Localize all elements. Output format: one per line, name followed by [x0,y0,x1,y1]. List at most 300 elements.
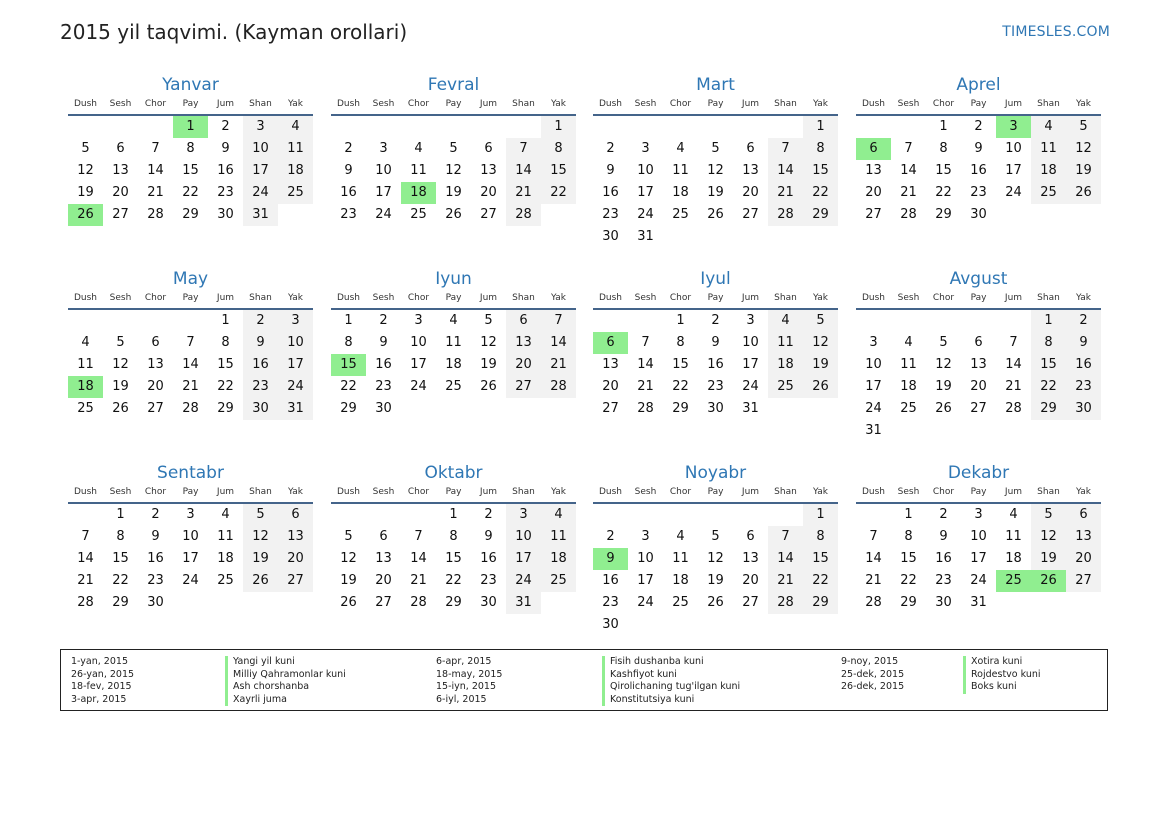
day-cell: 18 [445,357,462,372]
day-cell: 13 [112,163,129,178]
weekday-label: Pay [707,99,724,109]
weekday-label: Dush [73,293,98,303]
day-cell: 29 [445,595,462,610]
weekday-label: Sesh [109,99,132,109]
day-cell: 13 [602,357,619,372]
day-cell: 18 [900,379,917,394]
weekday-label: Sesh [109,487,132,497]
legend-holiday-name: Boks kuni [963,681,1041,694]
day-cell: 17 [970,551,987,566]
day-cell: 20 [742,185,759,200]
holiday-day-cell: 1 [173,116,208,138]
day-cell: 4 [1031,116,1066,138]
day-cell: 18 [278,160,313,182]
day-cell: 9 [484,529,493,544]
month-sentabr [68,460,313,614]
day-cell: 19 [1066,160,1101,182]
weekday-label: Jum [1004,99,1023,109]
day-cell: 7 [904,141,913,156]
day-cell: 2 [939,507,948,522]
day-cell: 16 [602,185,619,200]
empty-cell [698,504,733,526]
day-cell: 20 [480,185,497,200]
weekday-header [856,98,1101,116]
day-cell: 21 [637,379,654,394]
day-cell: 6 [484,141,493,156]
day-cell: 21 [77,573,94,588]
day-cell: 29 [900,595,917,610]
day-cell: 8 [116,529,125,544]
weekday-label: Shan [1037,293,1060,303]
day-cell: 19 [480,357,497,372]
day-cell: 5 [939,335,948,350]
day-cell: 5 [81,141,90,156]
day-cell: 8 [449,529,458,544]
weekday-label: Pay [182,293,199,303]
day-cell: 20 [147,379,164,394]
day-cell: 16 [217,163,234,178]
weekday-label: Sesh [372,293,395,303]
day-cell: 2 [1066,310,1101,332]
day-cell: 11 [900,357,917,372]
day-cell: 26 [707,207,724,222]
weekday-label: Dush [598,293,623,303]
day-cell: 9 [974,141,983,156]
holiday-day-cell: 9 [593,548,628,570]
day-cell: 23 [1066,376,1101,398]
day-cell: 14 [900,163,917,178]
day-cell: 24 [637,595,654,610]
holiday-day-cell: 26 [68,204,103,226]
day-cell: 14 [768,548,803,570]
legend-date: 18-fev, 2015 [71,681,132,692]
day-cell: 27 [506,376,541,398]
day-cell: 28 [541,376,576,398]
day-cell: 20 [865,185,882,200]
empty-cell [856,310,891,332]
weekday-label: Yak [551,293,566,303]
day-cell: 28 [768,592,803,614]
month-avgust [856,266,1101,442]
month-may [68,266,313,420]
holiday-legend [60,649,1108,711]
weekday-label: Chor [932,99,955,109]
month-iyul [593,266,838,420]
day-cell: 19 [445,185,462,200]
day-cell: 3 [869,335,878,350]
weekday-header [593,98,838,116]
day-cell: 13 [970,357,987,372]
day-cell: 9 [939,529,948,544]
day-cell: 4 [414,141,423,156]
day-cell: 8 [939,141,948,156]
day-cell: 6 [151,335,160,350]
day-cell: 10 [410,335,427,350]
day-cell: 29 [340,401,357,416]
month-name: Sentabr [157,463,224,483]
day-cell: 13 [278,526,313,548]
day-cell: 19 [803,354,838,376]
empty-cell [961,310,996,332]
month-fevral [331,72,576,226]
day-cell: 7 [186,335,195,350]
weekday-label: Jum [1004,293,1023,303]
day-cell: 28 [147,207,164,222]
day-cell: 24 [865,401,882,416]
day-cell: 3 [974,507,983,522]
day-cell: 13 [1066,526,1101,548]
day-cell: 3 [379,141,388,156]
day-cell: 11 [410,163,427,178]
day-grid [593,116,838,248]
day-cell: 14 [506,160,541,182]
day-cell: 30 [243,398,278,420]
day-cell: 13 [375,551,392,566]
day-cell: 21 [506,182,541,204]
day-cell: 3 [746,313,755,328]
holiday-day-cell: 15 [331,354,366,376]
day-cell: 30 [1066,398,1101,420]
day-cell: 26 [445,207,462,222]
day-cell: 12 [1066,138,1101,160]
day-cell: 31 [742,401,759,416]
empty-cell [506,116,541,138]
day-cell: 17 [243,160,278,182]
day-cell: 29 [182,207,199,222]
legend-holiday-name: Rojdestvo kuni [963,669,1041,682]
empty-cell [331,116,366,138]
legend-holiday-name: Ash chorshanba [225,681,346,694]
day-cell: 16 [480,551,497,566]
day-cell: 25 [900,401,917,416]
weekday-label: Chor [669,487,692,497]
legend-dates [841,656,904,694]
day-cell: 7 [414,529,423,544]
weekday-label: Sesh [634,487,657,497]
empty-cell [366,116,401,138]
day-cell: 16 [340,185,357,200]
day-cell: 11 [77,357,94,372]
day-cell: 18 [217,551,234,566]
weekday-label: Sesh [897,99,920,109]
day-cell: 31 [243,204,278,226]
day-cell: 6 [746,529,755,544]
day-cell: 7 [151,141,160,156]
day-cell: 4 [676,141,685,156]
day-cell: 11 [1005,529,1022,544]
day-cell: 30 [707,401,724,416]
day-cell: 13 [865,163,882,178]
holiday-day-cell: 18 [68,376,103,398]
weekday-label: Yak [288,293,303,303]
day-cell: 15 [541,160,576,182]
day-cell: 25 [1031,182,1066,204]
empty-cell [856,504,891,526]
weekday-label: Dush [73,487,98,497]
day-cell: 24 [1005,185,1022,200]
legend-date: 18-may, 2015 [436,668,503,680]
day-cell: 15 [803,548,838,570]
day-cell: 21 [541,354,576,376]
day-cell: 30 [602,229,619,244]
day-cell: 15 [900,551,917,566]
weekday-label: Shan [774,293,797,303]
weekday-label: Jum [216,293,235,303]
legend-holiday-name: Fisih dushanba kuni [602,656,740,669]
day-cell: 25 [217,573,234,588]
day-cell: 14 [182,357,199,372]
day-cell: 28 [182,401,199,416]
day-cell: 2 [151,507,160,522]
day-cell: 7 [768,138,803,160]
legend-date: 6-apr, 2015 [436,656,492,667]
day-cell: 25 [672,207,689,222]
weekday-label: Dush [336,99,361,109]
empty-cell [768,504,803,526]
legend-date: 1-yan, 2015 [71,656,128,667]
day-cell: 4 [904,335,913,350]
empty-cell [331,504,366,526]
empty-cell [733,504,768,526]
weekday-label: Shan [249,99,272,109]
day-cell: 18 [1031,160,1066,182]
day-cell: 23 [970,185,987,200]
day-cell: 19 [1031,548,1066,570]
day-cell: 22 [340,379,357,394]
day-cell: 22 [803,182,838,204]
day-grid [68,116,313,226]
weekday-label: Shan [249,293,272,303]
weekday-label: Dush [861,293,886,303]
day-cell: 6 [974,335,983,350]
day-cell: 12 [445,163,462,178]
day-cell: 21 [410,573,427,588]
day-cell: 16 [707,357,724,372]
weekday-label: Shan [1037,99,1060,109]
day-cell: 9 [221,141,230,156]
day-cell: 7 [541,310,576,332]
month-name: Yanvar [162,75,219,95]
day-cell: 4 [278,116,313,138]
weekday-label: Pay [970,99,987,109]
day-cell: 22 [182,185,199,200]
day-cell: 23 [707,379,724,394]
weekday-label: Sesh [372,487,395,497]
empty-cell [996,310,1031,332]
day-cell: 25 [672,595,689,610]
day-cell: 1 [221,313,230,328]
day-cell: 6 [746,141,755,156]
legend-holiday-name: Xayrli juma [225,694,346,707]
day-cell: 12 [803,332,838,354]
weekday-header [331,292,576,310]
day-cell: 11 [278,138,313,160]
day-cell: 20 [375,573,392,588]
empty-cell [401,504,436,526]
day-cell: 19 [707,185,724,200]
day-cell: 8 [676,335,685,350]
site-link[interactable]: TIMESLES.COM [1002,24,1110,40]
month-oktabr [331,460,576,614]
day-cell: 10 [182,529,199,544]
day-cell: 17 [865,379,882,394]
day-cell: 9 [606,163,615,178]
day-cell: 27 [1066,570,1101,592]
weekday-label: Shan [774,487,797,497]
weekday-label: Chor [932,487,955,497]
weekday-label: Yak [813,487,828,497]
day-cell: 8 [344,335,353,350]
day-cell: 28 [637,401,654,416]
legend-holiday-name: Yangi yil kuni [225,656,346,669]
day-cell: 14 [77,551,94,566]
month-aprel [856,72,1101,226]
day-cell: 3 [278,310,313,332]
legend-date: 26-yan, 2015 [71,668,135,680]
day-cell: 2 [484,507,493,522]
day-cell: 30 [480,595,497,610]
day-cell: 29 [672,401,689,416]
day-cell: 10 [637,551,654,566]
day-cell: 12 [707,163,724,178]
empty-cell [768,116,803,138]
day-cell: 21 [768,182,803,204]
day-cell: 12 [77,163,94,178]
day-cell: 26 [1066,182,1101,204]
day-cell: 21 [865,573,882,588]
day-cell: 22 [900,573,917,588]
day-cell: 26 [707,595,724,610]
day-cell: 2 [711,313,720,328]
day-cell: 22 [217,379,234,394]
day-cell: 5 [1066,116,1101,138]
weekday-label: Jum [741,487,760,497]
day-cell: 14 [1005,357,1022,372]
empty-cell [663,504,698,526]
weekday-label: Pay [445,99,462,109]
day-cell: 8 [221,335,230,350]
weekday-label: Yak [288,487,303,497]
weekday-label: Yak [288,99,303,109]
day-cell: 15 [935,163,952,178]
weekday-label: Chor [407,293,430,303]
empty-cell [436,116,471,138]
month-name: May [172,269,209,289]
day-cell: 2 [243,310,278,332]
month-name: Iyun [435,269,472,289]
day-cell: 29 [935,207,952,222]
holiday-day-cell: 25 [996,570,1031,592]
weekday-label: Dush [861,487,886,497]
legend-holiday-name: Xotira kuni [963,656,1041,669]
day-cell: 12 [340,551,357,566]
day-cell: 6 [1066,504,1101,526]
day-cell: 31 [970,595,987,610]
weekday-label: Shan [512,293,535,303]
day-cell: 19 [112,379,129,394]
day-cell: 8 [1031,332,1066,354]
weekday-header [68,292,313,310]
day-cell: 5 [711,529,720,544]
day-cell: 20 [742,573,759,588]
holiday-day-cell: 18 [401,182,436,204]
month-name: Fevral [427,75,480,95]
month-name: Aprel [956,75,1001,95]
empty-cell [856,116,891,138]
weekday-header [331,486,576,504]
day-cell: 16 [1066,354,1101,376]
weekday-label: Jum [479,99,498,109]
weekday-label: Chor [932,293,955,303]
day-cell: 18 [768,354,803,376]
page-title: 2015 yil taqvimi. (Kayman orollari) [60,20,408,44]
day-cell: 9 [151,529,160,544]
day-cell: 11 [672,551,689,566]
day-cell: 4 [676,529,685,544]
day-cell: 10 [742,335,759,350]
day-cell: 3 [641,529,650,544]
day-cell: 11 [445,335,462,350]
day-cell: 25 [77,401,94,416]
day-cell: 31 [865,423,882,438]
day-cell: 23 [935,573,952,588]
day-cell: 14 [410,551,427,566]
weekday-label: Sesh [897,293,920,303]
day-cell: 23 [602,207,619,222]
day-cell: 24 [182,573,199,588]
day-cell: 19 [77,185,94,200]
day-cell: 5 [1031,504,1066,526]
day-cell: 27 [147,401,164,416]
day-cell: 28 [865,595,882,610]
day-cell: 17 [637,185,654,200]
weekday-label: Dush [336,293,361,303]
day-cell: 12 [707,551,724,566]
day-cell: 24 [375,207,392,222]
day-cell: 7 [81,529,90,544]
day-cell: 26 [803,376,838,398]
day-cell: 22 [1031,376,1066,398]
weekday-label: Pay [707,293,724,303]
weekday-label: Jum [479,487,498,497]
day-cell: 15 [182,163,199,178]
day-cell: 17 [637,573,654,588]
day-cell: 27 [970,401,987,416]
legend-holiday-name: Konstitutsiya kuni [602,694,740,707]
day-cell: 24 [278,376,313,398]
weekday-label: Chor [669,293,692,303]
day-cell: 7 [869,529,878,544]
weekday-header [331,98,576,116]
day-cell: 2 [974,119,983,134]
day-cell: 20 [602,379,619,394]
day-cell: 29 [1031,398,1066,420]
day-cell: 24 [506,570,541,592]
day-cell: 9 [1066,332,1101,354]
legend-date: 26-dek, 2015 [841,681,905,692]
empty-cell [628,116,663,138]
day-cell: 27 [480,207,497,222]
month-dekabr [856,460,1101,614]
day-cell: 2 [606,529,615,544]
day-cell: 14 [768,160,803,182]
legend-holiday-name: Kashfiyot kuni [602,669,740,682]
day-cell: 31 [506,592,541,614]
day-cell: 21 [182,379,199,394]
day-cell: 23 [217,185,234,200]
day-cell: 21 [900,185,917,200]
weekday-label: Dush [336,487,361,497]
